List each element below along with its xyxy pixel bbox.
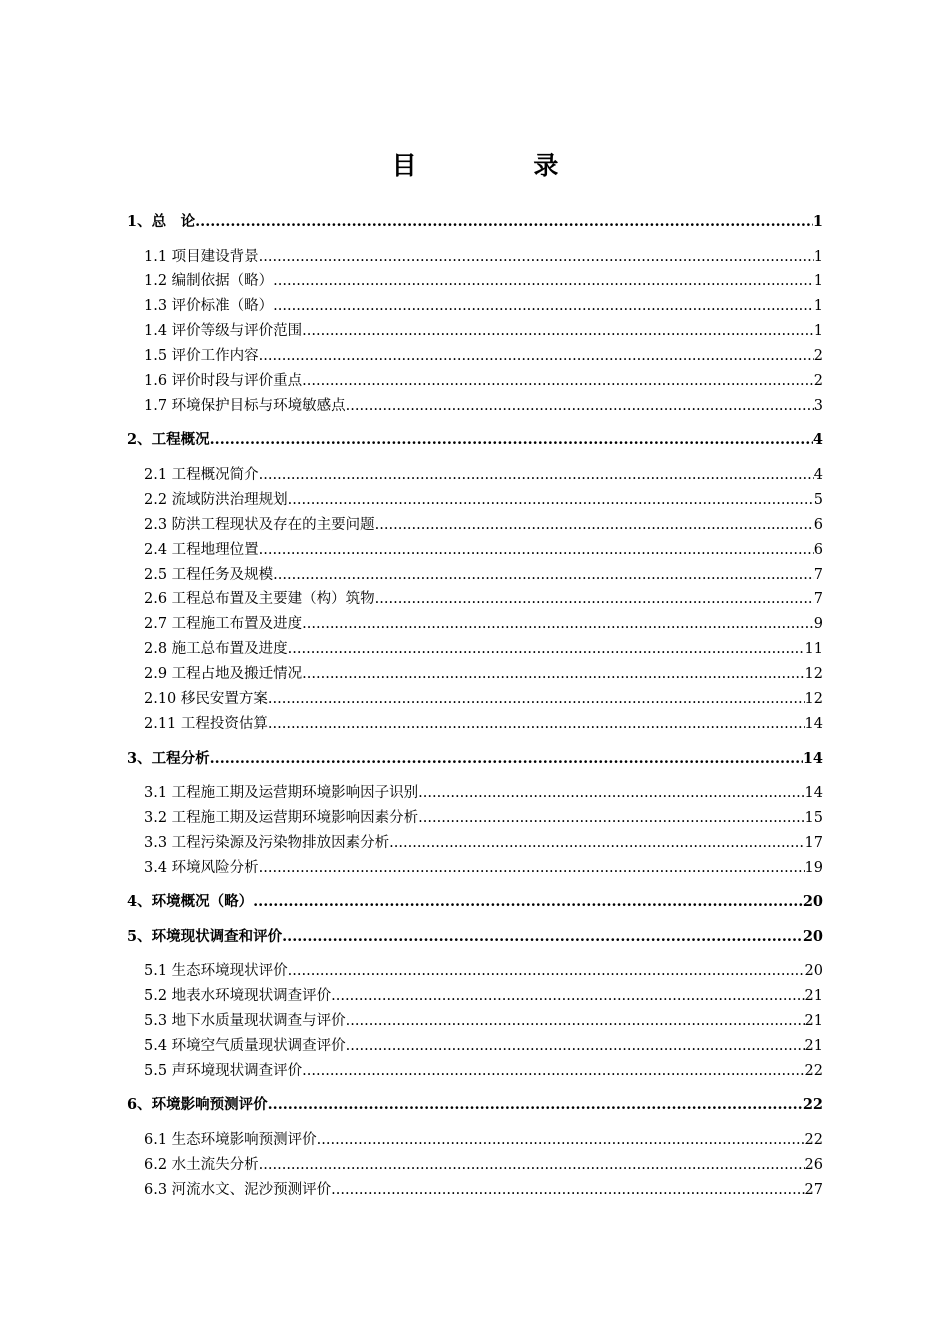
toc-page-number: 4 — [812, 431, 823, 449]
toc-entry-label: 1.2 编制依据（略） — [144, 273, 274, 290]
toc-entry-label: 5、环境现状调查和评价 — [127, 927, 283, 945]
toc-dot-leader — [375, 513, 814, 538]
toc-dot-leader — [288, 959, 805, 984]
toc-dot-leader — [302, 1059, 804, 1084]
toc-section-entry[interactable] — [127, 781, 823, 806]
toc-dot-leader — [418, 806, 804, 831]
toc-dot-leader — [346, 394, 814, 419]
toc-entry-label: 6、环境影响预测评价 — [127, 1096, 268, 1114]
toc-page-number: 22 — [804, 1062, 823, 1079]
toc-page-number: 6 — [813, 541, 823, 558]
toc-entry-label: 5.5 声环境现状调查评价 — [144, 1062, 303, 1079]
toc-page-number: 21 — [804, 1037, 823, 1054]
toc-page-number: 1 — [813, 323, 823, 340]
toc-section-entry[interactable] — [127, 587, 823, 612]
toc-page-number: 1 — [813, 273, 823, 290]
toc-page-number: 7 — [813, 566, 823, 583]
toc-section-entry[interactable] — [127, 294, 823, 319]
toc-chapter-entry[interactable] — [127, 890, 823, 915]
toc-entry-label: 3.4 环境风险分析 — [144, 859, 259, 876]
toc-entry-label: 2.3 防洪工程现状及存在的主要问题 — [144, 516, 375, 533]
toc-page-number: 22 — [804, 1131, 823, 1148]
toc-page-number: 1 — [812, 213, 823, 230]
toc-section-entry[interactable] — [127, 1178, 823, 1203]
toc-dot-leader — [259, 538, 814, 563]
toc-section-entry[interactable] — [127, 984, 823, 1009]
toc-chapter-entry[interactable] — [127, 747, 823, 772]
toc-section-entry[interactable] — [127, 831, 823, 856]
toc-dot-leader — [282, 925, 803, 950]
toc-page-number: 4 — [813, 466, 823, 483]
toc-page-number: 19 — [804, 859, 823, 876]
toc-page-number: 20 — [804, 963, 823, 980]
toc-page-number: 15 — [804, 809, 823, 826]
toc-page-number: 17 — [804, 834, 823, 851]
toc-page-number: 3 — [813, 397, 823, 414]
toc-dot-leader — [331, 984, 804, 1009]
toc-section-entry[interactable] — [127, 1153, 823, 1178]
toc-entry-label: 2.4 工程地理位置 — [144, 541, 259, 558]
toc-section-entry[interactable] — [127, 712, 823, 737]
toc-dot-leader — [259, 463, 814, 488]
toc-chapter-entry[interactable] — [127, 925, 823, 950]
toc-dot-leader — [210, 747, 803, 772]
toc-entry-label: 2、工程概况 — [127, 431, 210, 449]
toc-page-number: 14 — [802, 749, 823, 767]
toc-page-number: 26 — [804, 1156, 823, 1173]
toc-dot-leader — [346, 1009, 805, 1034]
toc-dot-leader — [253, 890, 803, 915]
table-of-contents — [127, 210, 823, 1203]
toc-section-entry[interactable] — [127, 463, 823, 488]
toc-page-number: 20 — [802, 927, 823, 945]
toc-entry-label: 5.3 地下水质量现状调查与评价 — [144, 1013, 346, 1030]
toc-entry-label: 3.1 工程施工期及运营期环境影响因子识别 — [144, 785, 419, 801]
toc-section-entry[interactable] — [127, 538, 823, 563]
toc-entry-label: 2.10 移民安置方案 — [144, 691, 268, 708]
toc-page-number: 12 — [804, 666, 823, 683]
toc-section-entry[interactable] — [127, 563, 823, 588]
toc-dot-leader — [346, 1034, 805, 1059]
toc-entry-label: 2.11 工程投资估算 — [144, 716, 268, 732]
toc-section-entry[interactable] — [127, 245, 823, 270]
toc-dot-leader — [195, 210, 813, 235]
toc-chapter-entry[interactable] — [127, 428, 823, 453]
toc-dot-leader — [273, 294, 814, 319]
toc-dot-leader — [288, 637, 805, 662]
toc-section-entry[interactable] — [127, 1034, 823, 1059]
toc-chapter-entry[interactable] — [127, 1093, 823, 1118]
toc-entry-label: 1.6 评价时段与评价重点 — [144, 373, 303, 390]
toc-page-number: 2 — [813, 348, 823, 365]
toc-page-number: 14 — [804, 785, 823, 801]
toc-section-entry[interactable] — [127, 513, 823, 538]
toc-page-number: 5 — [813, 491, 823, 508]
toc-entry-label: 1.7 环境保护目标与环境敏感点 — [144, 397, 346, 414]
toc-dot-leader — [259, 245, 814, 270]
toc-entry-label: 3.3 工程污染源及污染物排放因素分析 — [144, 834, 390, 851]
toc-section-entry[interactable] — [127, 344, 823, 369]
toc-dot-leader — [317, 1128, 805, 1153]
toc-page-number: 27 — [804, 1181, 823, 1198]
toc-page-number: 1 — [813, 298, 823, 315]
toc-entry-label: 3.2 工程施工期及运营期环境影响因素分析 — [144, 809, 419, 826]
toc-section-entry[interactable] — [127, 488, 823, 513]
toc-entry-label: 4、环境概况（略） — [127, 893, 254, 911]
toc-page-number: 11 — [804, 641, 823, 658]
toc-entry-label: 5.4 环境空气质量现状调查评价 — [144, 1037, 346, 1054]
toc-section-entry[interactable] — [127, 394, 823, 419]
toc-dot-leader — [210, 428, 813, 453]
toc-page-number: 9 — [813, 616, 823, 633]
toc-section-entry[interactable] — [127, 612, 823, 637]
toc-page-number: 6 — [813, 516, 823, 533]
toc-dot-leader — [389, 831, 804, 856]
toc-entry-label: 1.1 项目建设背景 — [144, 248, 259, 265]
toc-entry-label: 2.5 工程任务及规模 — [144, 566, 274, 583]
toc-entry-label: 3、工程分析 — [127, 749, 210, 767]
toc-dot-leader — [302, 612, 814, 637]
toc-section-entry[interactable] — [127, 1009, 823, 1034]
toc-dot-leader — [259, 1153, 805, 1178]
toc-entry-label: 2.6 工程总布置及主要建（构）筑物 — [144, 591, 375, 608]
toc-entry-label: 6.2 水土流失分析 — [144, 1156, 259, 1173]
toc-entry-label: 2.2 流域防洪治理规划 — [144, 491, 288, 508]
toc-page-number: 21 — [804, 1013, 823, 1030]
toc-dot-leader — [418, 781, 804, 806]
toc-dot-leader — [302, 319, 814, 344]
toc-dot-leader — [268, 687, 805, 712]
toc-entry-label: 5.1 生态环境现状评价 — [144, 963, 288, 980]
toc-entry-label: 1.4 评价等级与评价范围 — [144, 323, 303, 340]
toc-dot-leader — [268, 712, 805, 737]
toc-entry-label: 6.3 河流水文、泥沙预测评价 — [144, 1181, 332, 1198]
toc-page-number: 1 — [813, 248, 823, 265]
toc-entry-label: 6.1 生态环境影响预测评价 — [144, 1131, 317, 1148]
toc-entry-label: 1、总 论 — [127, 213, 196, 230]
toc-section-entry[interactable] — [127, 959, 823, 984]
toc-section-entry[interactable] — [127, 369, 823, 394]
toc-dot-leader — [259, 856, 805, 881]
toc-dot-leader — [259, 344, 814, 369]
toc-section-entry[interactable] — [127, 1059, 823, 1084]
toc-title: 目 录 — [391, 151, 613, 180]
toc-dot-leader — [273, 269, 814, 294]
toc-page-number: 22 — [802, 1096, 823, 1114]
toc-section-entry[interactable] — [127, 1128, 823, 1153]
toc-dot-leader — [375, 587, 814, 612]
toc-dot-leader — [273, 563, 814, 588]
toc-page-number: 7 — [813, 591, 823, 608]
toc-section-entry[interactable] — [127, 269, 823, 294]
toc-entry-label: 1.5 评价工作内容 — [144, 348, 259, 365]
toc-entry-label: 5.2 地表水环境现状调查评价 — [144, 988, 332, 1005]
toc-section-entry[interactable] — [127, 637, 823, 662]
toc-dot-leader — [331, 1178, 804, 1203]
toc-section-entry[interactable] — [127, 662, 823, 687]
toc-dot-leader — [302, 662, 804, 687]
toc-section-entry[interactable] — [127, 687, 823, 712]
toc-entry-label: 2.7 工程施工布置及进度 — [144, 616, 303, 633]
toc-page-number: 14 — [804, 716, 823, 732]
toc-entry-label: 2.9 工程占地及搬迁情况 — [144, 666, 303, 683]
toc-page-number: 20 — [802, 893, 823, 911]
toc-page-number: 21 — [804, 988, 823, 1005]
toc-page-number: 12 — [804, 691, 823, 708]
toc-dot-leader — [268, 1093, 803, 1118]
toc-chapter-entry[interactable] — [127, 210, 823, 235]
toc-entry-label: 2.8 施工总布置及进度 — [144, 641, 288, 658]
toc-section-entry[interactable] — [127, 319, 823, 344]
toc-section-entry[interactable] — [127, 806, 823, 831]
toc-dot-leader — [302, 369, 814, 394]
toc-page-number: 2 — [813, 373, 823, 390]
toc-entry-label: 1.3 评价标准（略） — [144, 298, 274, 315]
toc-dot-leader — [288, 488, 814, 513]
toc-entry-label: 2.1 工程概况简介 — [144, 466, 259, 483]
toc-section-entry[interactable] — [127, 856, 823, 881]
